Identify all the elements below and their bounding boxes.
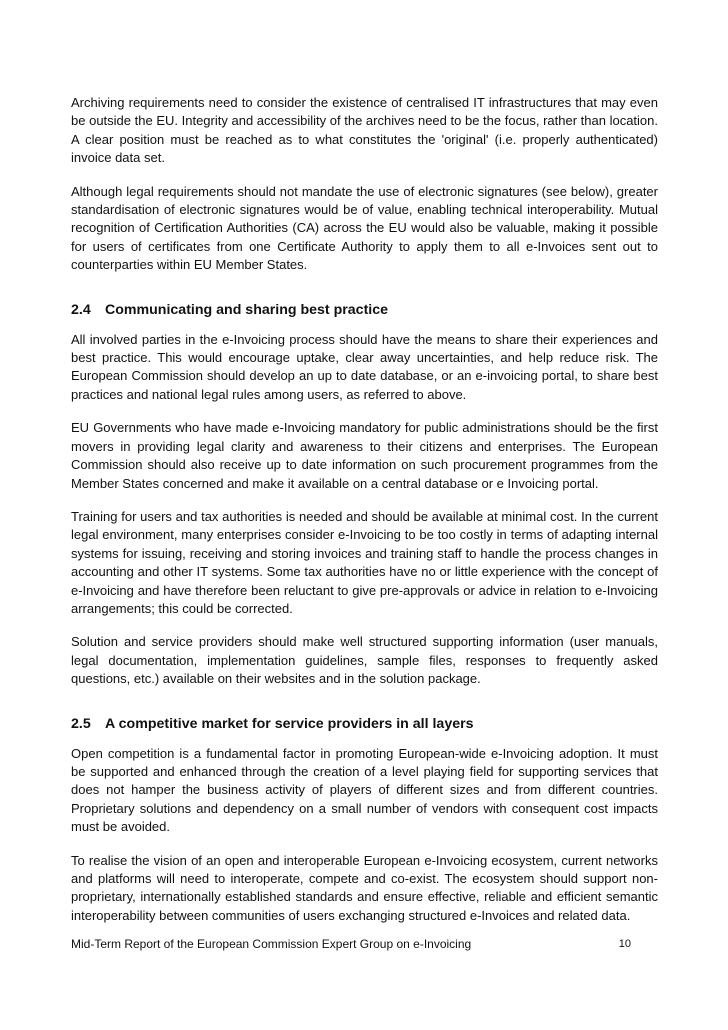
paragraph-signatures: Although legal requirements should not mandate the use of electronic signatures (see below), greater standardisation of electronic signatures would be of value, enabling technical interoperability. Mutual recognition of Certification Authorities (CA) across the EU would also be valuable, making it possible for users of certificates from one Certificate Authority to apply them to all e-Invoices sent out to counterparties within EU Member States. xyxy=(71,183,658,273)
paragraph-governments: EU Governments who have made e-Invoicing mandatory for public administrations should be the first movers in providing legal clarity and awareness to their citizens and enterprises. The European Commission should also receive up to date information on such procurement programmes from the Member States concerned and make it available on a central database or e Invoicing portal. xyxy=(71,420,658,491)
paragraph-competition: Open competition is a fundamental factor in promoting European-wide e-Invoicing adoption. It must be supported and enhanced through the creation of a level playing field for supporting services that does not hamper the business activity of players of different sizes and from different countries. Proprietary solutions and dependency on a small number of vendors with consequent cost impacts must be avoided. xyxy=(71,745,658,835)
paragraph-training: Training for users and tax authorities is needed and should be available at minimal cost. In the current legal environment, many enterprises consider e-Invoicing to be too costly in terms of adapting internal systems for issuing, receiving and storing invoices and training staff to handle the process changes in accounting and other IT systems. Some tax authorities have no or little experience with the concept of e-Invoicing and have therefore been reluctant to give pre-approvals or advice in relation to e-Invoicing arrangements; this could be corrected. xyxy=(71,508,658,616)
page-footer xyxy=(71,936,658,952)
paragraph-solution-providers: Solution and service providers should make well structured supporting information (user manuals, legal documentation, implementation guidelines, sample files, responses to frequently asked questions, etc.) available on their websites and in the solution package. xyxy=(71,634,658,687)
footer-title: Mid-Term Report of the European Commission Expert Group on e-Invoicing xyxy=(71,937,472,951)
section-number: 2.4 xyxy=(71,301,91,318)
section-number: 2.5 xyxy=(71,715,91,732)
document-page xyxy=(71,94,658,940)
paragraph-sharing: All involved parties in the e-Invoicing process should have the means to share their experiences and best practice. This would encourage uptake, clear away uncertainties, and help reduce risk. The European Commission should develop an up to date database, or an e-invoicing portal, to share best practices and national legal rules among users, as referred to above. xyxy=(71,331,658,402)
section-heading-2-4 xyxy=(71,301,658,319)
section-heading-2-5 xyxy=(71,715,658,733)
section-title: Communicating and sharing best practice xyxy=(105,301,389,318)
page-number: 10 xyxy=(618,938,631,950)
section-title: A competitive market for service providers in all layers xyxy=(105,715,474,732)
paragraph-archiving: Archiving requirements need to consider the existence of centralised IT infrastructures that may even be outside the EU. Integrity and accessibility of the archives need to be the focus, rather than location. A clear position must be reached as to what constitutes the 'original' (i.e. properly authenticated) invoice data set. xyxy=(71,95,658,166)
paragraph-ecosystem: To realise the vision of an open and interoperable European e-Invoicing ecosystem, current networks and platforms will need to interoperate, compete and co-exist. The ecosystem should support non-proprietary, internationally established standards and ensure effective, reliable and efficient semantic interoperability between communities of users exchanging structured e-Invoices and related data. xyxy=(71,852,658,923)
